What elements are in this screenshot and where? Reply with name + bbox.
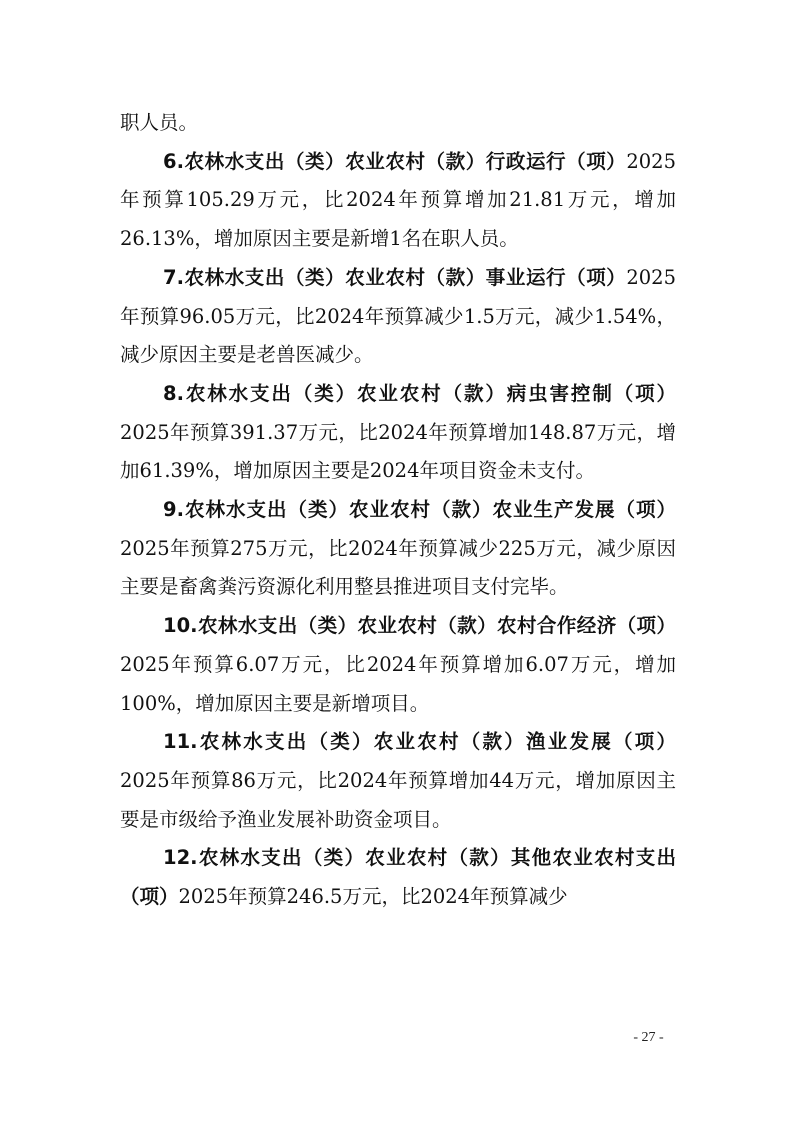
page-number: - 27 - [633,1030,664,1045]
paragraph-heading: 8.农林水支出（类）农业农村（款）病虫害控制（项） [163,381,676,405]
paragraph-text: 2025年预算105.29万元，比2024年预算增加21.81万元，增加26.13%，增加原因主要是新增1名在职人员。 [120,149,676,251]
paragraph-item-6 [120,143,676,259]
paragraph-item-8 [120,375,676,491]
paragraph-continuation [120,104,676,143]
paragraph-heading: 9.农林水支出（类）农业农村（款）农业生产发展（项） [163,498,676,522]
paragraph-item-7 [120,259,676,375]
paragraph-text: 2025年预算96.05万元，比2024年预算减少1.5万元，减少1.54%，减少原因主要是老兽医减少。 [120,265,676,367]
paragraph-text: 2025年预算6.07万元，比2024年预算增加6.07万元，增加100%，增加原因主要是新增项目。 [120,652,676,715]
paragraph-heading: 11.农林水支出（类）农业农村（款）渔业发展（项） [163,730,676,754]
paragraph-item-11 [120,723,676,839]
paragraph-heading: 12.农林水支出（类）农业农村（款）其他农业农村支出（项） [120,846,676,909]
paragraph-item-12 [120,839,676,916]
page-number-footer [0,1030,793,1046]
paragraph-item-9 [120,491,676,607]
paragraph-text: 2025年预算275万元，比2024年预算减少225万元，减少原因主要是畜禽粪污资源化利用整县推进项目支付完毕。 [120,536,676,599]
paragraph-heading: 10.农林水支出（类）农业农村（款）农村合作经济（项） [163,614,676,638]
paragraph-heading: 6.农林水支出（类）农业农村（款）行政运行（项） [163,149,627,173]
paragraph-text: 2025年预算391.37万元，比2024年预算增加148.87万元，增加61.39%，增加原因主要是2024年项目资金未支付。 [120,420,676,483]
paragraph-text: 2025年预算86万元，比2024年预算增加44万元，增加原因主要是市级给予渔业发展补助资金项目。 [120,768,676,831]
paragraph-text: 职人员。 [120,111,199,134]
document-body [120,104,676,917]
paragraph-text: 2025年预算246.5万元，比2024年预算减少 [178,885,568,909]
paragraph-heading: 7.农林水支出（类）农业农村（款）事业运行（项） [163,265,627,289]
paragraph-item-10 [120,607,676,723]
